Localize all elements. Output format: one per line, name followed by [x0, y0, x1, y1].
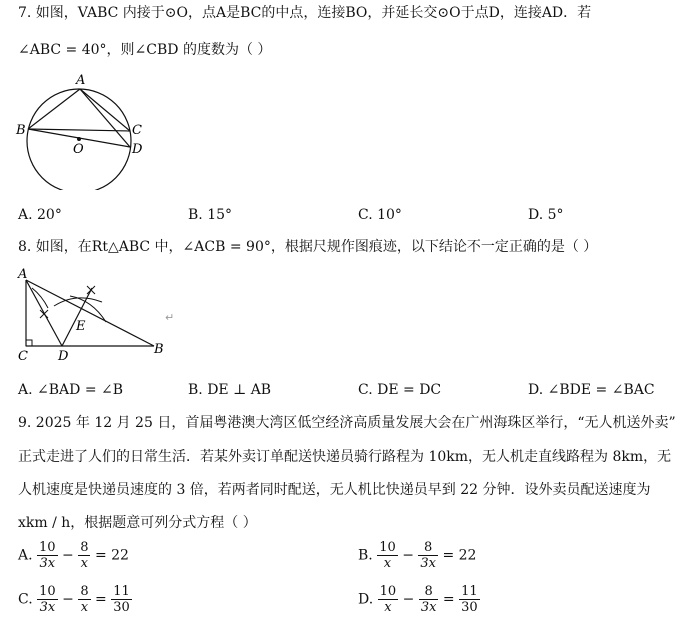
- q9-option-d-label: D.: [358, 591, 374, 608]
- q7-stem-line1: 7. 如图，VABC 内接于⊙O，点A是BC的中点，连接BO，并延长交⊙O于点D，连接AD．若: [18, 5, 592, 21]
- q9-option-b-frac1: [377, 540, 398, 571]
- denominator: x: [384, 600, 392, 615]
- minus-sign: −: [402, 547, 414, 564]
- rhs: = 22: [94, 547, 129, 564]
- q7-label-b: B: [16, 123, 26, 138]
- q8-cross-2: [87, 286, 95, 294]
- numerator: 10: [39, 540, 56, 555]
- q8-right-angle: [26, 340, 32, 346]
- q7-label-a: A: [76, 73, 86, 88]
- q7-option-a[interactable]: A. 20°: [18, 207, 62, 223]
- minus-sign: −: [62, 547, 74, 564]
- paragraph-mark-icon: ↵: [165, 311, 175, 324]
- q8-figure: [14, 266, 174, 366]
- numerator: 10: [379, 540, 396, 555]
- q9-option-c-frac3: [111, 584, 132, 615]
- q7-label-c: C: [132, 123, 142, 138]
- q9-option-d-frac2: [419, 584, 439, 615]
- q8-option-c[interactable]: C. DE = DC: [358, 382, 442, 398]
- rhs: = 22: [442, 547, 477, 564]
- numerator: 11: [461, 584, 478, 599]
- denominator: x: [80, 556, 89, 571]
- denominator: 30: [461, 600, 478, 615]
- q9-option-a-frac2: [78, 540, 90, 571]
- q8-label-d: D: [58, 349, 69, 364]
- q9-option-a-label: A.: [18, 547, 33, 564]
- q8-label-c: C: [18, 349, 28, 364]
- denominator: x: [80, 600, 89, 615]
- q9-option-b-frac2: [418, 540, 438, 571]
- q9-option-a-frac1: [37, 540, 58, 571]
- q7-figure: [10, 70, 160, 190]
- q9-option-d[interactable]: [358, 584, 480, 615]
- q8-option-a[interactable]: A. ∠BAD = ∠B: [18, 382, 124, 398]
- q9-option-d-frac3: [459, 584, 480, 615]
- q9-option-c[interactable]: [18, 584, 132, 615]
- q8-stem-line1: 8. 如图，在Rt△ABC 中，∠ACB = 90°，根据尺规作图痕迹，以下结论不一定正确的是（ ）: [18, 239, 598, 255]
- q8-arc-2: [54, 298, 102, 306]
- q9-option-c-label: C.: [18, 591, 33, 608]
- q9-stem-line3: 人机速度是快递员速度的 3 倍，若两者同时配送，无人机比快递员早到 22 分钟．设外卖员配送速度为: [18, 482, 651, 498]
- q7-center-dot: [77, 137, 81, 141]
- numerator: 8: [80, 584, 89, 599]
- q9-option-b[interactable]: [358, 540, 476, 571]
- q7-option-c[interactable]: C. 10°: [358, 207, 402, 223]
- numerator: 10: [379, 584, 397, 599]
- q9-stem-line2: 正式走进了人们的日常生活．若某外卖订单配送快递员骑行路程为 10km，无人机走直线路程为 8km，无: [18, 449, 672, 465]
- q9-option-d-frac1: [378, 584, 399, 615]
- q8-label-b: B: [154, 342, 164, 357]
- denominator: x: [383, 556, 392, 571]
- q7-option-d[interactable]: D. 5°: [528, 207, 564, 223]
- equals-sign: =: [95, 591, 107, 608]
- q8-label-e: E: [76, 319, 86, 334]
- minus-sign: −: [62, 591, 74, 608]
- q9-stem-line4: xkm / h，根据题意可列分式方程（ ）: [18, 515, 257, 531]
- numerator: 11: [113, 584, 130, 599]
- q9-stem-line1: 9. 2025 年 12 月 25 日，首届粤港澳大湾区低空经济高质量发展大会在广州海珠区举行，“无人机送外卖”: [18, 415, 676, 431]
- q8-label-a: A: [18, 267, 28, 282]
- minus-sign: −: [402, 591, 415, 608]
- q9-option-b-label: B.: [358, 547, 373, 564]
- numerator: 10: [39, 584, 56, 599]
- q8-line-de: [62, 288, 92, 346]
- q7-label-d: D: [132, 142, 143, 157]
- equals-sign: =: [442, 591, 455, 608]
- numerator: 8: [418, 540, 438, 556]
- q9-option-a[interactable]: [18, 540, 129, 571]
- q8-option-b[interactable]: B. DE ⊥ AB: [188, 382, 272, 398]
- denominator: 3x: [39, 600, 56, 615]
- numerator: 8: [80, 540, 89, 555]
- denominator: 3x: [39, 556, 56, 571]
- q7-option-b[interactable]: B. 15°: [188, 207, 233, 223]
- q9-option-c-frac1: [37, 584, 58, 615]
- denominator: 3x: [420, 600, 437, 615]
- q7-label-o: O: [73, 142, 84, 157]
- q8-cross-1: [40, 310, 48, 318]
- denominator: 3x: [420, 556, 436, 571]
- q9-option-c-frac2: [78, 584, 90, 615]
- q7-line-ad: [80, 89, 130, 147]
- numerator: 8: [419, 584, 439, 600]
- q8-option-d[interactable]: D. ∠BDE = ∠BAC: [528, 382, 655, 398]
- q7-stem-line2: ∠ABC = 40°，则∠CBD 的度数为（ ）: [18, 42, 272, 58]
- denominator: 30: [113, 600, 130, 615]
